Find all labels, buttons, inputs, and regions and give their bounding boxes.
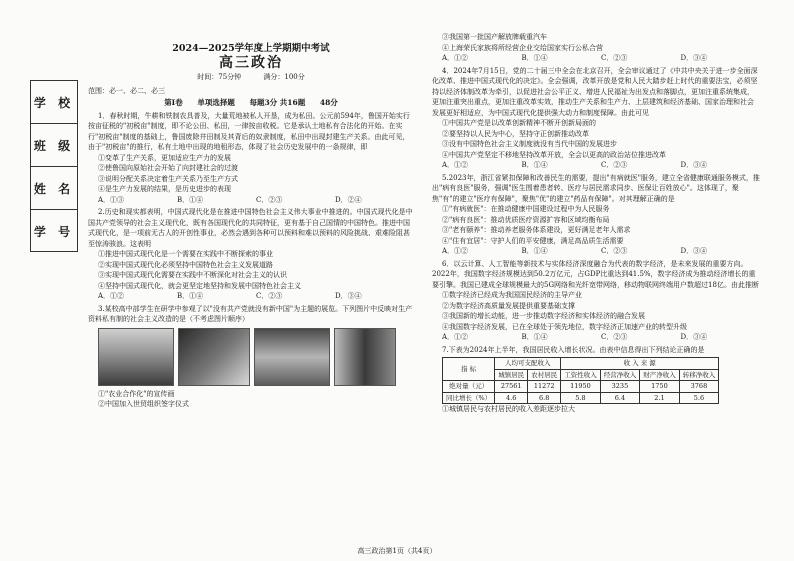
q6-option: ③我国新的增长动能，进一步推动数字经济和实体经济的融合发展 (442, 312, 645, 320)
choice-a[interactable]: A．①② (442, 54, 469, 62)
q3-option: ④上海荣氏家族将所经营企业交给国家实行公私合营 (442, 43, 603, 52)
q1-option: ④是生产力发展的结果，是历史进步的表现 (98, 185, 231, 193)
exam-range: 范围：必一、必二、必三 (88, 86, 165, 95)
q3-option: ②中国加入世贸组织签字仪式 (98, 400, 189, 408)
table-subheader: 经营净收入 (600, 369, 640, 381)
choice-d[interactable]: D．③④ (680, 54, 708, 62)
table-cell: 3235 (600, 381, 640, 393)
q5-option: ④"住有宜居"：守护人们的平安健康，满足高品质生活需要 (442, 236, 624, 245)
q3-photo-3 (254, 328, 330, 386)
class-field[interactable]: 班 级 (31, 124, 77, 167)
choice-c[interactable]: C．②③ (601, 333, 628, 341)
q2-option: ④坚持中国式现代化，就会更坚定地坚持和发展中国特色社会主义 (98, 281, 301, 290)
q1-option: ①变革了生产关系，更加适应生产力的发展 (98, 153, 231, 162)
table-subheader: 农村居民 (528, 369, 561, 381)
table-cell: 11950 (561, 381, 601, 393)
question-4-stem: 4．2024年7月15日，党的二十届三中全会在北京召开，全会审议通过了《中共中央关于进一步全面深化改革、推进中国式现代化的决定》。全会强调，改革开放是党和人民大踏步赶上时代的重要法宝，必须坚持以经济体制改革为牵引，以促进社会公平正义、增进人民福祉为出发点和落脚点，更加注重系统集成，更加注重突出重点，更加注重改革实效，推动生产关系和生产力、上层建筑和经济基础、国家治理和社会发展更好相适应，为中国式现代化提供强大动力和制度保障。由此可见 (432, 66, 758, 117)
exam-meta (88, 72, 414, 83)
section-header (88, 98, 414, 109)
q3-choices (432, 53, 760, 64)
income-table (442, 357, 719, 404)
table-subheader: 转移净收入 (679, 369, 719, 381)
choice-c[interactable]: C．②③ (601, 161, 628, 169)
table-cell: 3768 (679, 381, 719, 393)
question-7-stem: 7.下表为2024年上半年，我国居民收入增长状况。由表中信息得出下列结论正确的是 (442, 345, 705, 354)
choice-c[interactable]: C．②③ (256, 292, 283, 300)
section-part: 第Ⅰ卷 (164, 98, 183, 107)
q2-option: ②实现中国式现代化必须坚持中国特色社会主义发展道路 (98, 260, 273, 269)
q5-choices (432, 246, 760, 257)
table-cell: 1750 (640, 381, 680, 393)
choice-b[interactable]: B．①④ (521, 333, 548, 341)
q3-photo-2 (178, 328, 250, 386)
q6-option: ②为数字经济高质量发展提供重要基础支撑 (442, 301, 575, 310)
question-3-stem: 3.某校高中部学生在研学中参观了以"没有共产党就没有新中国"为主题的展览。下列图片中反映对生产资料私有制的社会主义改造的是（不考虑图片顺序） (88, 304, 413, 323)
row-label: 绝对量（元） (443, 381, 495, 393)
question-1-stem: 1．春秋时期，牛耕和铁制农具普及，大量荒地被私人开垦，成为私田。公元前594年，鲁国开始实行按亩征税的"初税亩"制度，即不论公田、私田，一律按亩收税。它是承认土地私有合法化的开始。在实行"初税亩"制度的基础上，鲁国废除井田制及其背后的奴隶制度，私田中出现封建生产关系。由此可见，由于"初税亩"的推行，私有土地中出现的地租形态，体现了社会历史发展中的一条规律，即 (88, 111, 410, 151)
q1-option: ②使鲁国向原始社会开始了向封建社会的过渡 (98, 164, 238, 172)
choice-c[interactable]: C．②③ (601, 54, 628, 62)
table-cell: 5.8 (561, 392, 601, 404)
table-header: 收 入 来 源 (561, 358, 719, 370)
table-cell: 6.8 (528, 392, 561, 404)
q4-choices (432, 160, 760, 171)
q5-option: ③"老有颐养"：推动养老服务体系建设，更好满足老年人需求 (442, 226, 631, 234)
q2-choices (88, 291, 414, 302)
q3-option: ③我国第一批国产解放牌载重汽车 (442, 33, 547, 41)
name-field[interactable]: 姓 名 (31, 167, 77, 210)
q2-option: ①推进中国式现代化是一个需要在实践中不断探索的事业 (98, 250, 273, 258)
choice-a[interactable]: A．①② (442, 333, 469, 341)
q6-choices (432, 332, 760, 343)
table-row (443, 381, 719, 393)
table-cell: 2.1 (640, 392, 680, 404)
q4-option: ④中国共产党坚定不移地坚持改革开放，全会以更高的政治站位推进改革 (442, 150, 666, 159)
row-label: 同比增长（%） (443, 392, 495, 404)
choice-d[interactable]: D．③④ (335, 292, 362, 300)
q7-option: ①城镇居民与农村居民的收入差距逐步拉大 (442, 405, 575, 413)
choice-d[interactable]: D．③④ (680, 247, 708, 255)
choice-d[interactable]: D．③④ (680, 161, 708, 169)
subject-title: 高三政治 (219, 54, 283, 71)
school-field[interactable]: 学 校 (31, 81, 77, 124)
choice-b[interactable]: B．①④ (177, 195, 204, 204)
table-cell: 5.6 (679, 392, 719, 404)
right-column (432, 32, 760, 415)
left-column (88, 44, 414, 410)
q3-option: ①"农业合作化"的宣传画 (98, 389, 175, 398)
q4-option: ③没有中国特色社会主义制度就没有当代中国的发展进步 (442, 140, 617, 148)
choice-c[interactable]: C．②③ (256, 195, 283, 204)
q4-option: ②要坚持以人民为中心，坚持守正创新推动改革 (442, 129, 589, 138)
table-subheader: 城镇居民 (495, 369, 528, 381)
q3-photo-strip (88, 328, 414, 386)
table-header: 指 标 (443, 358, 495, 381)
choice-a[interactable]: A．①② (442, 161, 469, 169)
choice-b[interactable]: B．①④ (177, 292, 204, 300)
choice-b[interactable]: B．①④ (521, 161, 548, 169)
section-points: 每题3分 共16题 (249, 98, 306, 107)
choice-a[interactable]: A．①③ (98, 195, 125, 204)
q4-option: ①中国共产党是以改革创新精神不断开创新局面的 (442, 119, 596, 127)
q3-photo-4 (334, 328, 396, 386)
question-2-stem: 2.历史和现实都表明，中国式现代化是在推进中国特色社会主义伟大事业中推进的。中国式现代化是中国共产党领导的社会主义现代化，既有各国现代化的共同特征，更有基于自己国情的中国特色。推进中国式现代化，是一项前无古人的开创性事业，必然会遇到各种可以预料和难以预料的风险挑战、艰难险阻甚至惊涛骇浪。这表明 (88, 208, 413, 248)
q5-option: ②"病有良医"：推动优质医疗资源扩容和区域均衡布局 (442, 215, 610, 224)
student-id-field[interactable]: 学 号 (33, 224, 75, 239)
table-cell: 6.4 (600, 392, 640, 404)
student-info-box (30, 80, 78, 252)
exam-time: 时间：75分钟 (197, 73, 242, 81)
choice-b[interactable]: B．①④ (521, 247, 548, 255)
q2-option: ③实现中国式现代化需要在实践中不断深化对社会主义的认识 (98, 271, 287, 279)
q1-choices (88, 195, 414, 206)
table-header: 人均可支配收入 (495, 358, 561, 370)
exam-score: 满分：100分 (263, 73, 305, 81)
choice-a[interactable]: A．①② (442, 247, 469, 255)
q5-option: ①"有病就医"：在推动健康中国建设过程中为人民服务 (442, 205, 610, 213)
question-6-stem: 6．以云计算、人工智能等新技术与实体经济深度融合为代表的数字经济，是未来发展的重要方向。2022年，我国数字经济规模达到50.2万亿元，占GDP比重达到41.5%，数字经济成为推动经济增长的重要引擎。我国已建成全球规模最大的5G网络和光纤宽带网络，移动物联网终端用户数超过18亿。由此推断 (432, 259, 759, 289)
exam-title: 2024—2025学年度上学期期中考试 (172, 43, 330, 54)
section-type: 单项选择题 (197, 98, 235, 107)
table-cell: 27561 (495, 381, 528, 393)
choice-d[interactable]: D．③④ (680, 333, 708, 341)
choice-a[interactable]: A．①② (98, 292, 125, 300)
table-cell: 11272 (528, 381, 561, 393)
section-total: 48分 (319, 98, 338, 107)
q6-option: ④我国数字经济发展，已在全球处于领先地位，数字经济正加速产业的转型升级 (442, 322, 687, 331)
question-5-stem: 5.2023年，浙江省紧扣保障和改善民生的需要，提出"有病就医"服务，建立全省健康联通服务模式，推出"病有良医"服务，强调"医生围着患者转、医疗与居民需求同步、医保让百姓放心"。这体现了，聚焦"有"的建立"医疗有保障"，聚焦"优"的建立"药品有保障"。对其理解正确的是 (432, 173, 760, 203)
choice-d[interactable]: D．②④ (335, 195, 362, 204)
choice-c[interactable]: C．②③ (601, 247, 628, 255)
q6-option: ①数字经济已经成为我国国民经济的主导产业 (442, 291, 582, 299)
table-row (443, 392, 719, 404)
q3-photo-1 (98, 328, 174, 386)
q1-option: ③说明分配关系决定着生产关系乃至生产方式 (98, 174, 238, 183)
table-cell: 4.6 (495, 392, 528, 404)
table-subheader: 财产净收入 (640, 369, 680, 381)
choice-b[interactable]: B．①④ (521, 54, 548, 62)
page-footer: 高三政治第1页（共4页） (357, 547, 437, 555)
table-subheader: 工资性收入 (561, 369, 601, 381)
